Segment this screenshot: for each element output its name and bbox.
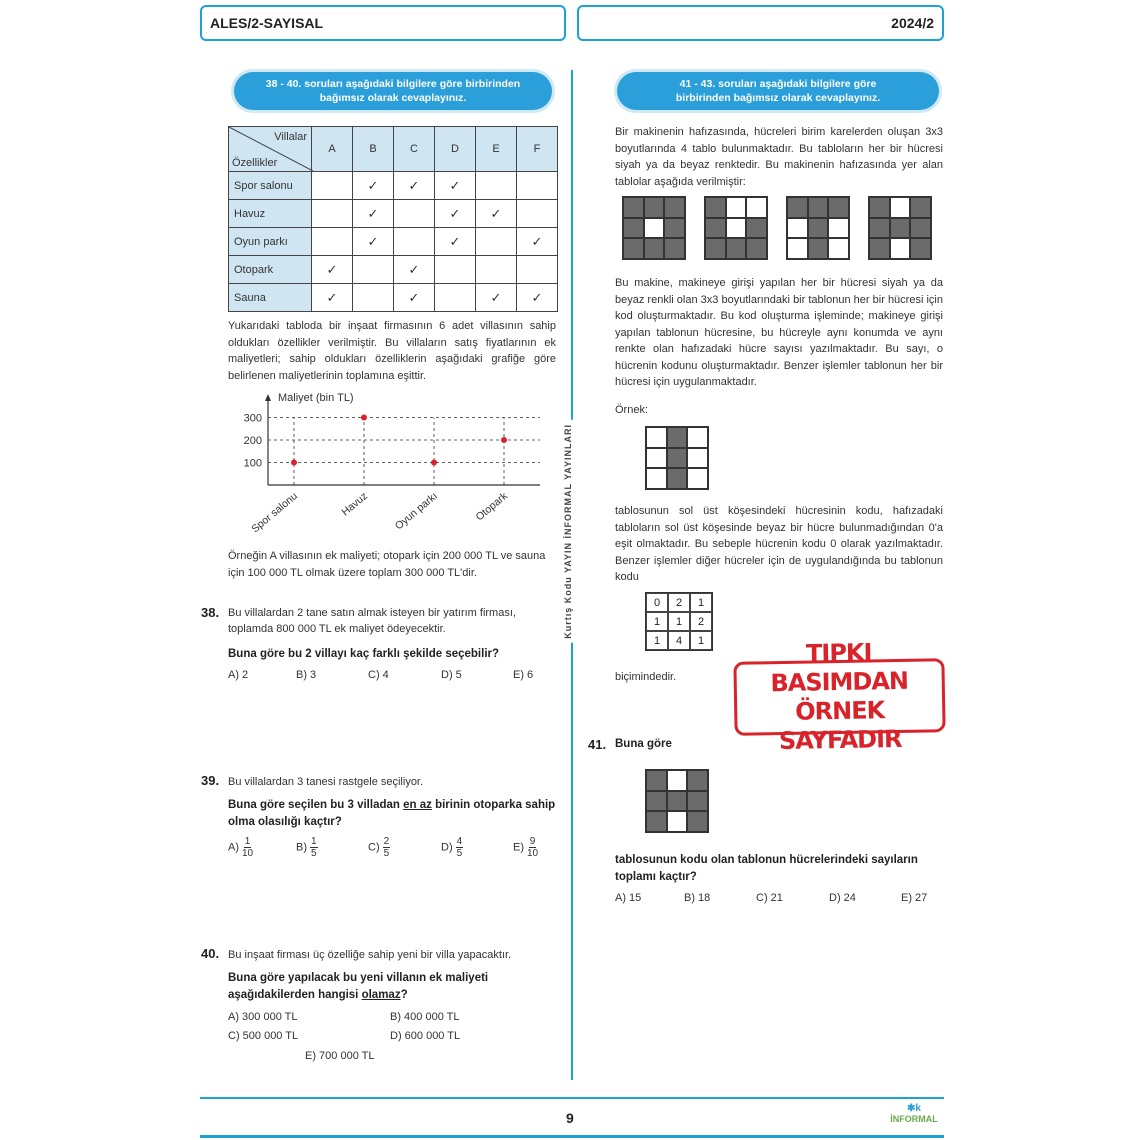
q40-text: Bu inşaat firması üç özelliğe sahip yeni bir villa yapacaktır. <box>228 949 512 961</box>
example-grid <box>645 426 709 490</box>
check-cell: ✓ <box>517 284 558 312</box>
denominator: 5 <box>383 848 390 859</box>
x-tick-label: Spor salonu <box>249 490 300 536</box>
fraction <box>456 836 464 859</box>
q41-number: 41. <box>588 737 607 752</box>
q39-question <box>228 797 556 831</box>
check-cell <box>517 200 558 228</box>
check-cell: ✓ <box>394 172 435 200</box>
code-cell: 0 <box>646 593 668 612</box>
grid-cell <box>746 197 767 218</box>
memory-table <box>786 196 850 260</box>
numerator: 4 <box>456 836 463 847</box>
memory-table <box>622 196 686 260</box>
option-letter: B) <box>296 841 307 854</box>
check-cell: ✓ <box>394 284 435 312</box>
y-axis-arrow <box>265 394 271 401</box>
check-cell: ✓ <box>312 284 353 312</box>
grid-cell <box>705 218 726 239</box>
grid-cell <box>787 218 808 239</box>
villa-col-e: E <box>476 127 517 172</box>
check-cell: ✓ <box>353 172 394 200</box>
y-tick-label: 100 <box>243 457 262 470</box>
q39-question-b: birinin otoparka sahip olma olasılığı kaçtır? <box>228 799 556 828</box>
x-tick-label: Havuz <box>339 490 370 519</box>
data-point <box>361 415 367 421</box>
q40-option-a[interactable]: A) 300 000 TL <box>228 1011 298 1023</box>
check-cell <box>312 172 353 200</box>
sample-page-stamp <box>733 638 945 756</box>
numerator: 2 <box>383 836 390 847</box>
code-cell: 1 <box>646 631 668 650</box>
grid-cell <box>910 238 931 259</box>
check-cell <box>353 256 394 284</box>
villa-col-c: C <box>394 127 435 172</box>
grid-cell <box>869 238 890 259</box>
code-cell: 2 <box>668 593 690 612</box>
q38-option-d[interactable]: D) 5 <box>441 669 462 681</box>
grid-cell <box>644 197 665 218</box>
grid-cell <box>746 238 767 259</box>
grid-cell <box>623 197 644 218</box>
q38-question: Buna göre bu 2 villayı kaç farklı şekilde seçebilir? <box>228 648 500 660</box>
info-pill-right <box>617 72 939 110</box>
code-table <box>645 592 713 651</box>
grid-cell <box>664 197 685 218</box>
header-left-box <box>200 5 566 41</box>
grid-cell <box>726 218 747 239</box>
info-pill-left <box>234 72 552 110</box>
table-row <box>229 228 558 256</box>
q41-grid <box>645 769 709 833</box>
grid-cell <box>869 218 890 239</box>
right-para-4: biçimindedir. <box>615 671 677 683</box>
grid-cell <box>687 791 708 812</box>
grid-cell <box>705 197 726 218</box>
denominator: 5 <box>456 848 463 859</box>
villa-col-b: B <box>353 127 394 172</box>
check-cell: ✓ <box>435 172 476 200</box>
q38-text: Bu villalardan 2 tane satın almak isteyen bir yatırım firması, toplamda 800 000 TL ek maliyet ödeyecektir. <box>228 607 516 635</box>
fraction <box>383 836 391 859</box>
q38-option-b[interactable]: B) 3 <box>296 669 317 681</box>
check-cell: ✓ <box>476 200 517 228</box>
q38-number: 38. <box>201 605 220 620</box>
data-point <box>291 460 297 466</box>
villa-col-d: D <box>435 127 476 172</box>
check-cell: ✓ <box>517 228 558 256</box>
row-label: Havuz <box>229 200 312 228</box>
grid-cell <box>869 197 890 218</box>
q39-question-a: Buna göre seçilen bu 3 villadan <box>228 799 404 811</box>
grid-cell <box>910 218 931 239</box>
example-label: Örnek: <box>615 404 649 416</box>
grid-cell <box>726 238 747 259</box>
check-cell <box>517 256 558 284</box>
stamp-line-1: TIPKI BASIMDAN <box>770 638 909 698</box>
logo-mark-icon: ✱k <box>907 1103 921 1114</box>
q41-option-d[interactable]: D) 24 <box>829 892 856 904</box>
row-label: Sauna <box>229 284 312 312</box>
q40-question-b: ? <box>400 989 408 1001</box>
grid-cell <box>664 218 685 239</box>
data-point <box>431 460 437 466</box>
grid-cell <box>705 238 726 259</box>
corner-top-label: Villalar <box>274 131 307 143</box>
code-cell: 4 <box>668 631 690 650</box>
fraction <box>310 836 318 859</box>
check-cell <box>353 284 394 312</box>
q41-option-c[interactable]: C) 21 <box>756 892 783 904</box>
footer-line-top <box>200 1097 944 1099</box>
option-letter: C) <box>368 841 380 854</box>
code-cell: 2 <box>690 612 712 631</box>
check-cell <box>312 228 353 256</box>
grid-cell <box>646 427 667 448</box>
villa-table <box>228 126 558 312</box>
check-cell: ✓ <box>394 256 435 284</box>
row-label: Oyun parkı <box>229 228 312 256</box>
q40-question-a: Buna göre yapılacak bu yeni villanın ek maliyeti aşağıdakilerden hangisi <box>228 972 489 1001</box>
villa-col-a: A <box>312 127 353 172</box>
right-para-1: Bir makinenin hafızasında, hücreleri birim karelerden oluşan 3x3 boyutlarında 4 tablo bulunmaktadır. Bu tabloların her bir hücresi siyah ya da beyaz renktedir. Bu makinenin hafızasında yer alan tablolar aşağıda verilmiştir: <box>615 126 943 188</box>
option-letter: E) <box>513 841 524 854</box>
q39-number: 39. <box>201 773 220 788</box>
option-letter: D) <box>441 841 453 854</box>
grid-cell <box>646 468 667 489</box>
q41-option-a[interactable]: A) 15 <box>615 892 642 904</box>
grid-cell <box>828 218 849 239</box>
q41-question: tablosunun kodu olan tablonun hücrelerindeki sayıların toplamı kaçtır? <box>615 854 918 883</box>
corner-cell <box>229 127 312 172</box>
grid-cell <box>787 197 808 218</box>
q40-option-d[interactable]: D) 600 000 TL <box>390 1030 461 1042</box>
q39-option-d[interactable] <box>441 836 463 859</box>
grid-cell <box>890 238 911 259</box>
footer-line-bottom <box>200 1135 944 1138</box>
grid-cell <box>646 770 667 791</box>
header-right-title: 2024/2 <box>891 15 934 31</box>
grid-cell <box>644 238 665 259</box>
grid-cell <box>646 791 667 812</box>
q39-option-e[interactable] <box>513 836 538 859</box>
check-cell: ✓ <box>312 256 353 284</box>
header-left-title: ALES/2-SAYISAL <box>210 15 324 31</box>
villa-col-f: F <box>517 127 558 172</box>
check-cell <box>476 256 517 284</box>
code-cell: 1 <box>646 612 668 631</box>
q41-option-e[interactable]: E) 27 <box>901 892 928 904</box>
check-cell <box>476 172 517 200</box>
grid-cell <box>890 218 911 239</box>
y-tick-label: 200 <box>243 435 262 447</box>
info-pill-left-text: 38 - 40. soruları aşağıdaki bilgilere göre birbirinden bağımsız olarak cevaplayınız. <box>265 78 521 104</box>
grid-cell <box>828 197 849 218</box>
left-para-2: Örneğin A villasının ek maliyeti; otopark için 200 000 TL ve sauna için 100 000 TL olmak üzere toplam 300 000 TL'dir. <box>228 550 546 579</box>
memory-table <box>704 196 768 260</box>
fraction <box>527 836 538 859</box>
grid-cell <box>644 218 665 239</box>
data-point <box>501 437 507 443</box>
row-label: Otopark <box>229 256 312 284</box>
grid-cell <box>623 218 644 239</box>
q39-text: Bu villalardan 3 tanesi rastgele seçiliyor. <box>228 776 424 788</box>
grid-cell <box>910 197 931 218</box>
q39-option-a[interactable] <box>228 836 253 859</box>
right-para-2: Bu makine, makineye girişi yapılan her bir hücresi siyah ya da beyaz renkli olan 3x3 boyutlarındaki bir tablonun her bir hücresi için kod oluşturmaktadır. Bu kod oluşturma işleminde; makineye girişi yapılan tablonun hücresine, bu hücreyle aynı konumda ve aynı renkte olan hafızadaki hücre sayısı yazılmaktadır. Bu sayı, o hücrenin kodunu oluşturmaktadır. Benzer işlemler tablonun her bir hücresi için uygulanmaktadır. <box>615 277 943 388</box>
page-number: 9 <box>566 1110 574 1126</box>
memory-table <box>868 196 932 260</box>
logo-text: İNFORMAL <box>890 1114 938 1124</box>
table-row <box>229 256 558 284</box>
check-cell <box>394 228 435 256</box>
row-label: Spor salonu <box>229 172 312 200</box>
denominator: 5 <box>311 848 317 859</box>
code-cell: 1 <box>668 612 690 631</box>
q41-intro: Buna göre <box>615 738 672 750</box>
publisher-logo <box>884 1104 944 1124</box>
code-cell: 1 <box>690 631 712 650</box>
y-tick-label: 300 <box>243 412 262 425</box>
q40-number: 40. <box>201 946 220 961</box>
q40-option-c[interactable]: C) 500 000 TL <box>228 1030 299 1042</box>
grid-cell <box>890 197 911 218</box>
info-pill-right-text: 41 - 43. soruları aşağıdaki bilgilere göre birbirinden bağımsız olarak cevaplayınız. <box>675 78 881 104</box>
publisher-side-text: Kurtış Kodu YAYIN İNFORMAL YAYINLARI <box>563 420 573 643</box>
table-row <box>229 200 558 228</box>
grid-cell <box>726 197 747 218</box>
grid-cell <box>787 238 808 259</box>
q38-option-e[interactable]: E) 6 <box>513 669 534 681</box>
check-cell: ✓ <box>476 284 517 312</box>
grid-cell <box>687 448 708 469</box>
stamp-line-2: ÖRNEK SAYFADIR <box>778 696 902 756</box>
check-cell <box>435 284 476 312</box>
grid-cell <box>808 218 829 239</box>
grid-cell <box>664 238 685 259</box>
check-cell <box>517 172 558 200</box>
grid-cell <box>828 238 849 259</box>
grid-cell <box>646 811 667 832</box>
left-para-1: Yukarıdaki tabloda bir inşaat firmasının 6 adet villasının sahip oldukları özellikler verilmiştir. Bu villaların satış fiyatlarının ek maliyetleri; sahip oldukları özelliklerin aşağıdaki grafiğe göre belirlenen maliyetlerinin toplamına eşittir. <box>228 320 556 382</box>
grid-cell <box>623 238 644 259</box>
grid-cell <box>808 238 829 259</box>
grid-cell <box>667 427 688 448</box>
q38-option-c[interactable]: C) 4 <box>368 669 389 681</box>
grid-cell <box>687 468 708 489</box>
grid-cell <box>746 218 767 239</box>
corner-bottom-label: Özellikler <box>232 157 278 169</box>
x-tick-label: Otopark <box>473 490 510 524</box>
check-cell: ✓ <box>353 228 394 256</box>
grid-cell <box>687 427 708 448</box>
cost-chart <box>220 385 540 545</box>
denominator: 10 <box>527 848 539 859</box>
q39-question-underline: en az <box>403 799 432 811</box>
table-row <box>229 284 558 312</box>
grid-cell <box>808 197 829 218</box>
check-cell: ✓ <box>435 200 476 228</box>
x-tick-label: Oyun parkı <box>392 490 440 533</box>
numerator: 1 <box>311 836 317 847</box>
q41-option-b[interactable]: B) 18 <box>684 892 711 904</box>
grid-cell <box>687 770 708 791</box>
check-cell <box>394 200 435 228</box>
q38-option-a[interactable]: A) 2 <box>228 669 249 681</box>
grid-cell <box>646 448 667 469</box>
grid-cell <box>687 811 708 832</box>
check-cell: ✓ <box>353 200 394 228</box>
q40-question-underline: olamaz <box>361 989 401 1001</box>
numerator: 9 <box>529 836 536 847</box>
grid-cell <box>667 468 688 489</box>
check-cell <box>476 228 517 256</box>
check-cell <box>435 256 476 284</box>
denominator: 10 <box>242 848 254 859</box>
table-row <box>229 172 558 200</box>
grid-cell <box>667 791 688 812</box>
q39-option-b[interactable] <box>296 836 318 859</box>
numerator: 1 <box>244 836 251 847</box>
fraction <box>242 836 253 859</box>
y-axis-label: Maliyet (bin TL) <box>278 392 354 404</box>
grid-cell <box>667 448 688 469</box>
villa-table-header <box>229 127 558 172</box>
q40-option-e[interactable]: E) 700 000 TL <box>305 1050 375 1062</box>
code-cell: 1 <box>690 593 712 612</box>
check-cell: ✓ <box>435 228 476 256</box>
q39-option-c[interactable] <box>368 836 390 859</box>
option-letter: A) <box>228 841 239 854</box>
q40-option-b[interactable]: B) 400 000 TL <box>390 1011 460 1023</box>
right-para-3: tablosunun sol üst köşesindeki hücresinin kodu, hafızadaki tabloların sol üst köşesinde beyaz bir hücre bulunmadığından 0'a eşit olmaktadır. Bu sebeple hücrenin kodu 0 olarak yazılmaktadır. Benzer işlemler diğer hücreler için de uygulandığında bu tablonun kodu <box>615 505 943 583</box>
header-right-box <box>577 5 944 41</box>
grid-cell <box>667 811 688 832</box>
check-cell <box>312 200 353 228</box>
q40-question <box>228 970 556 1004</box>
grid-cell <box>667 770 688 791</box>
